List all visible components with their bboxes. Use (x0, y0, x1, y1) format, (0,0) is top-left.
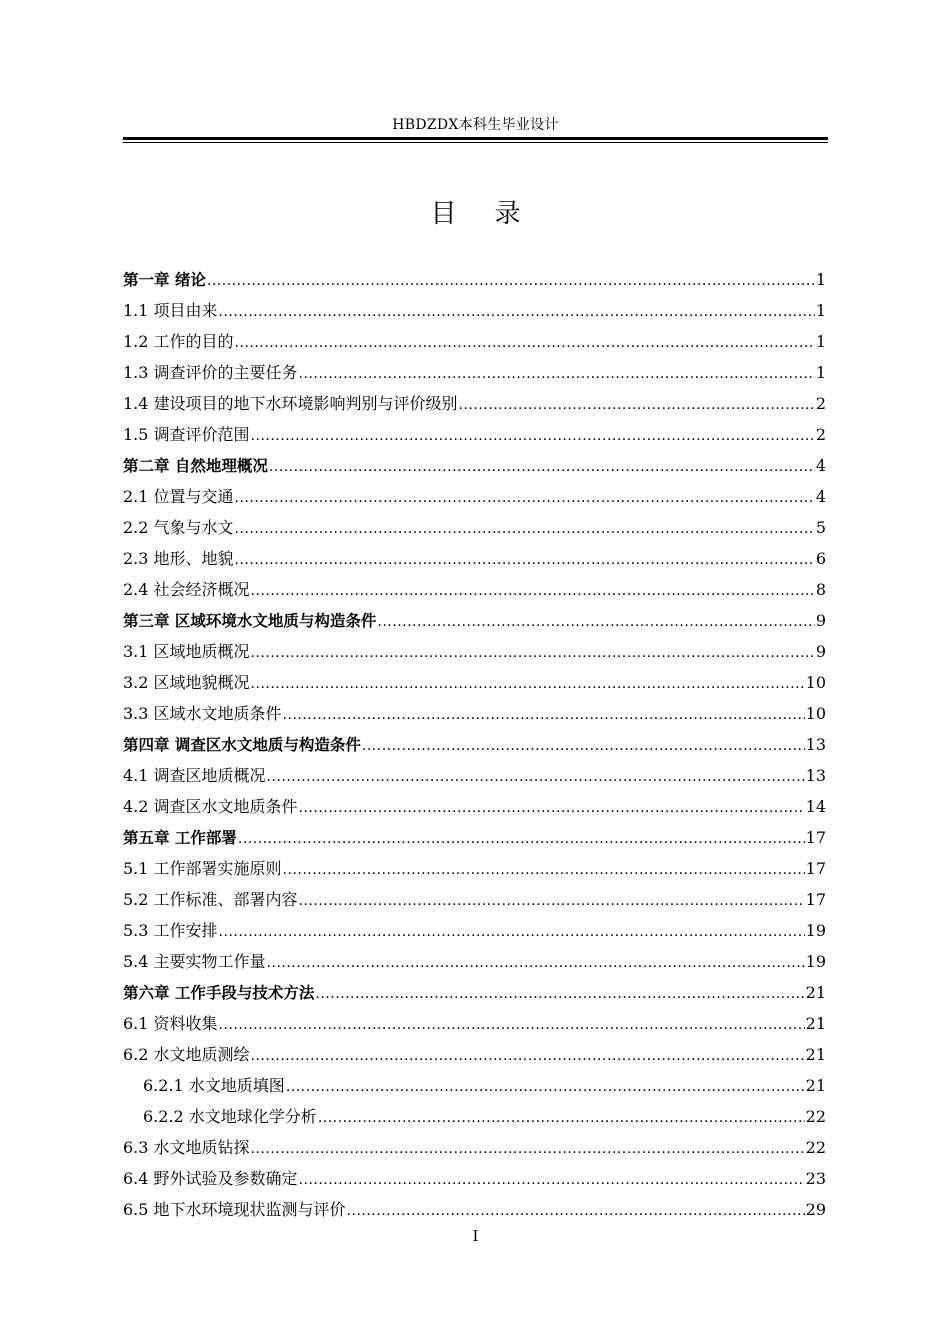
toc-dot-leader (235, 328, 815, 359)
toc-dot-leader (318, 1103, 805, 1134)
toc-entry-label: 1.4 建设项目的地下水环境影响判别与评价级别 (123, 394, 458, 413)
toc-entry-label: 2.2 气象与水文 (123, 518, 234, 537)
toc-entry-page: 13 (805, 735, 826, 754)
toc-entry-label: 3.1 区域地质概况 (123, 642, 250, 661)
toc-dot-leader (299, 793, 805, 824)
toc-entry-label: 第四章 调查区水文地质与构造条件 (123, 736, 361, 754)
toc-section-entry[interactable] (123, 698, 826, 729)
toc-dot-leader (377, 607, 814, 638)
toc-entry-label: 3.2 区域地貌概况 (123, 673, 250, 692)
toc-dot-leader (459, 390, 815, 421)
toc-entry-label: 1.3 调查评价的主要任务 (123, 363, 298, 382)
toc-entry-page: 2 (815, 425, 826, 444)
toc-entry-page: 22 (805, 1107, 826, 1126)
toc-entry-label: 5.1 工作部署实施原则 (123, 859, 282, 878)
toc-entry-label: 5.4 主要实物工作量 (123, 952, 266, 971)
toc-entry-label: 2.3 地形、地貌 (123, 549, 234, 568)
toc-entry-page: 4 (815, 456, 826, 475)
toc-dot-leader (235, 483, 815, 514)
toc-dot-leader (269, 452, 815, 483)
toc-dot-leader (299, 886, 805, 917)
toc-dot-leader (251, 1041, 805, 1072)
toc-entry-label: 4.1 调查区地质概况 (123, 766, 266, 785)
toc-dot-leader (299, 359, 815, 390)
toc-section-entry[interactable] (123, 636, 826, 667)
toc-entry-label: 6.2.2 水文地球化学分析 (143, 1107, 317, 1126)
toc-entry-label: 5.2 工作标准、部署内容 (123, 890, 298, 909)
toc-entry-label: 1.1 项目由来 (123, 301, 218, 320)
toc-dot-leader (238, 824, 805, 855)
toc-section-entry[interactable] (123, 1132, 826, 1163)
toc-section-entry[interactable] (123, 853, 826, 884)
toc-dot-leader (207, 266, 815, 297)
toc-section-entry[interactable] (123, 574, 826, 605)
toc-chapter-entry[interactable] (123, 822, 826, 853)
toc-entry-label: 第六章 工作手段与技术方法 (123, 984, 315, 1002)
toc-chapter-entry[interactable] (123, 605, 826, 636)
toc-dot-leader (347, 1196, 805, 1227)
toc-dot-leader (362, 731, 805, 762)
toc-entry-label: 5.3 工作安排 (123, 921, 218, 940)
toc-section-entry[interactable] (123, 388, 826, 419)
toc-entry-label: 1.5 调查评价范围 (123, 425, 250, 444)
toc-entry-label: 6.2.1 水文地质填图 (143, 1076, 285, 1095)
toc-dot-leader (219, 917, 805, 948)
toc-entry-page: 23 (805, 1169, 826, 1188)
toc-entry-page: 1 (815, 363, 826, 382)
toc-entry-page: 19 (805, 952, 826, 971)
toc-dot-leader (251, 669, 805, 700)
toc-dot-leader (251, 1134, 805, 1165)
toc-entry-page: 5 (815, 518, 826, 537)
toc-chapter-entry[interactable] (123, 729, 826, 760)
toc-section-entry[interactable] (123, 760, 826, 791)
toc-dot-leader (315, 979, 804, 1010)
toc-dot-leader (251, 638, 815, 669)
toc-entry-label: 4.2 调查区水文地质条件 (123, 797, 298, 816)
toc-entry-page: 21 (805, 1045, 826, 1064)
toc-chapter-entry[interactable] (123, 264, 826, 295)
toc-section-entry[interactable] (123, 1008, 826, 1039)
toc-entry-label: 第二章 自然地理概况 (123, 457, 268, 475)
toc-entry-page: 21 (805, 983, 826, 1002)
toc-section-entry[interactable] (123, 295, 826, 326)
toc-entry-page: 9 (815, 642, 826, 661)
toc-entry-page: 1 (815, 332, 826, 351)
toc-entry-label: 1.2 工作的目的 (123, 332, 234, 351)
toc-section-entry[interactable] (123, 1039, 826, 1070)
toc-entry-page: 4 (815, 487, 826, 506)
toc-dot-leader (267, 948, 805, 979)
toc-entry-page: 19 (805, 921, 826, 940)
header-rule-thin (123, 142, 828, 143)
toc-dot-leader (219, 1010, 805, 1041)
toc-entry-label: 第一章 绪论 (123, 271, 206, 289)
toc-entry-label: 第三章 区域环境水文地质与构造条件 (123, 612, 377, 630)
toc-section-entry[interactable] (123, 419, 826, 450)
toc-section-entry[interactable] (123, 357, 826, 388)
toc-entry-page: 1 (815, 270, 826, 289)
toc-dot-leader (219, 297, 815, 328)
toc-section-entry[interactable] (123, 884, 826, 915)
toc-entry-label: 6.5 地下水环境现状监测与评价 (123, 1200, 346, 1219)
toc-entry-label: 3.3 区域水文地质条件 (123, 704, 282, 723)
toc-entry-page: 17 (805, 828, 826, 847)
toc-section-entry[interactable] (123, 946, 826, 977)
toc-title: 目录 (430, 199, 559, 229)
toc-entry-page: 8 (815, 580, 826, 599)
toc-section-entry[interactable] (123, 1163, 826, 1194)
table-of-contents (123, 264, 826, 1225)
toc-entry-page: 6 (815, 549, 826, 568)
toc-chapter-entry[interactable] (123, 450, 826, 481)
toc-dot-leader (299, 1165, 805, 1196)
toc-section-entry[interactable] (123, 915, 826, 946)
toc-entry-page: 10 (805, 704, 826, 723)
toc-entry-label: 6.4 野外试验及参数确定 (123, 1169, 298, 1188)
running-header: HBDZDX本科生毕业设计 (392, 117, 559, 133)
toc-entry-page: 29 (805, 1200, 826, 1219)
toc-section-entry[interactable] (123, 543, 826, 574)
toc-section-entry[interactable] (123, 1194, 826, 1225)
toc-entry-label: 2.1 位置与交通 (123, 487, 234, 506)
toc-dot-leader (286, 1072, 805, 1103)
toc-section-entry[interactable] (123, 1101, 826, 1132)
toc-chapter-entry[interactable] (123, 977, 826, 1008)
toc-section-entry[interactable] (123, 326, 826, 357)
toc-entry-page: 10 (805, 673, 826, 692)
toc-section-entry[interactable] (123, 791, 826, 822)
toc-entry-page: 9 (815, 611, 826, 630)
toc-dot-leader (251, 421, 815, 452)
toc-entry-page: 1 (815, 301, 826, 320)
toc-dot-leader (235, 545, 815, 576)
toc-section-entry[interactable] (123, 512, 826, 543)
toc-entry-label: 6.1 资料收集 (123, 1014, 218, 1033)
header-rule-thick (123, 137, 828, 140)
toc-dot-leader (235, 514, 815, 545)
toc-entry-page: 14 (805, 797, 826, 816)
toc-dot-leader (283, 855, 805, 886)
toc-entry-label: 6.2 水文地质测绘 (123, 1045, 250, 1064)
toc-section-entry[interactable] (123, 481, 826, 512)
page-number: I (472, 1227, 479, 1245)
toc-entry-label: 6.3 水文地质钻探 (123, 1138, 250, 1157)
toc-entry-label: 2.4 社会经济概况 (123, 580, 250, 599)
toc-entry-page: 21 (805, 1076, 826, 1095)
toc-entry-page: 13 (805, 766, 826, 785)
toc-section-entry[interactable] (123, 1070, 826, 1101)
toc-entry-label: 第五章 工作部署 (123, 829, 237, 847)
toc-entry-page: 17 (805, 890, 826, 909)
toc-entry-page: 2 (815, 394, 826, 413)
toc-dot-leader (251, 576, 815, 607)
toc-entry-page: 21 (805, 1014, 826, 1033)
toc-section-entry[interactable] (123, 667, 826, 698)
toc-dot-leader (267, 762, 805, 793)
toc-dot-leader (283, 700, 805, 731)
toc-entry-page: 17 (805, 859, 826, 878)
toc-entry-page: 22 (805, 1138, 826, 1157)
